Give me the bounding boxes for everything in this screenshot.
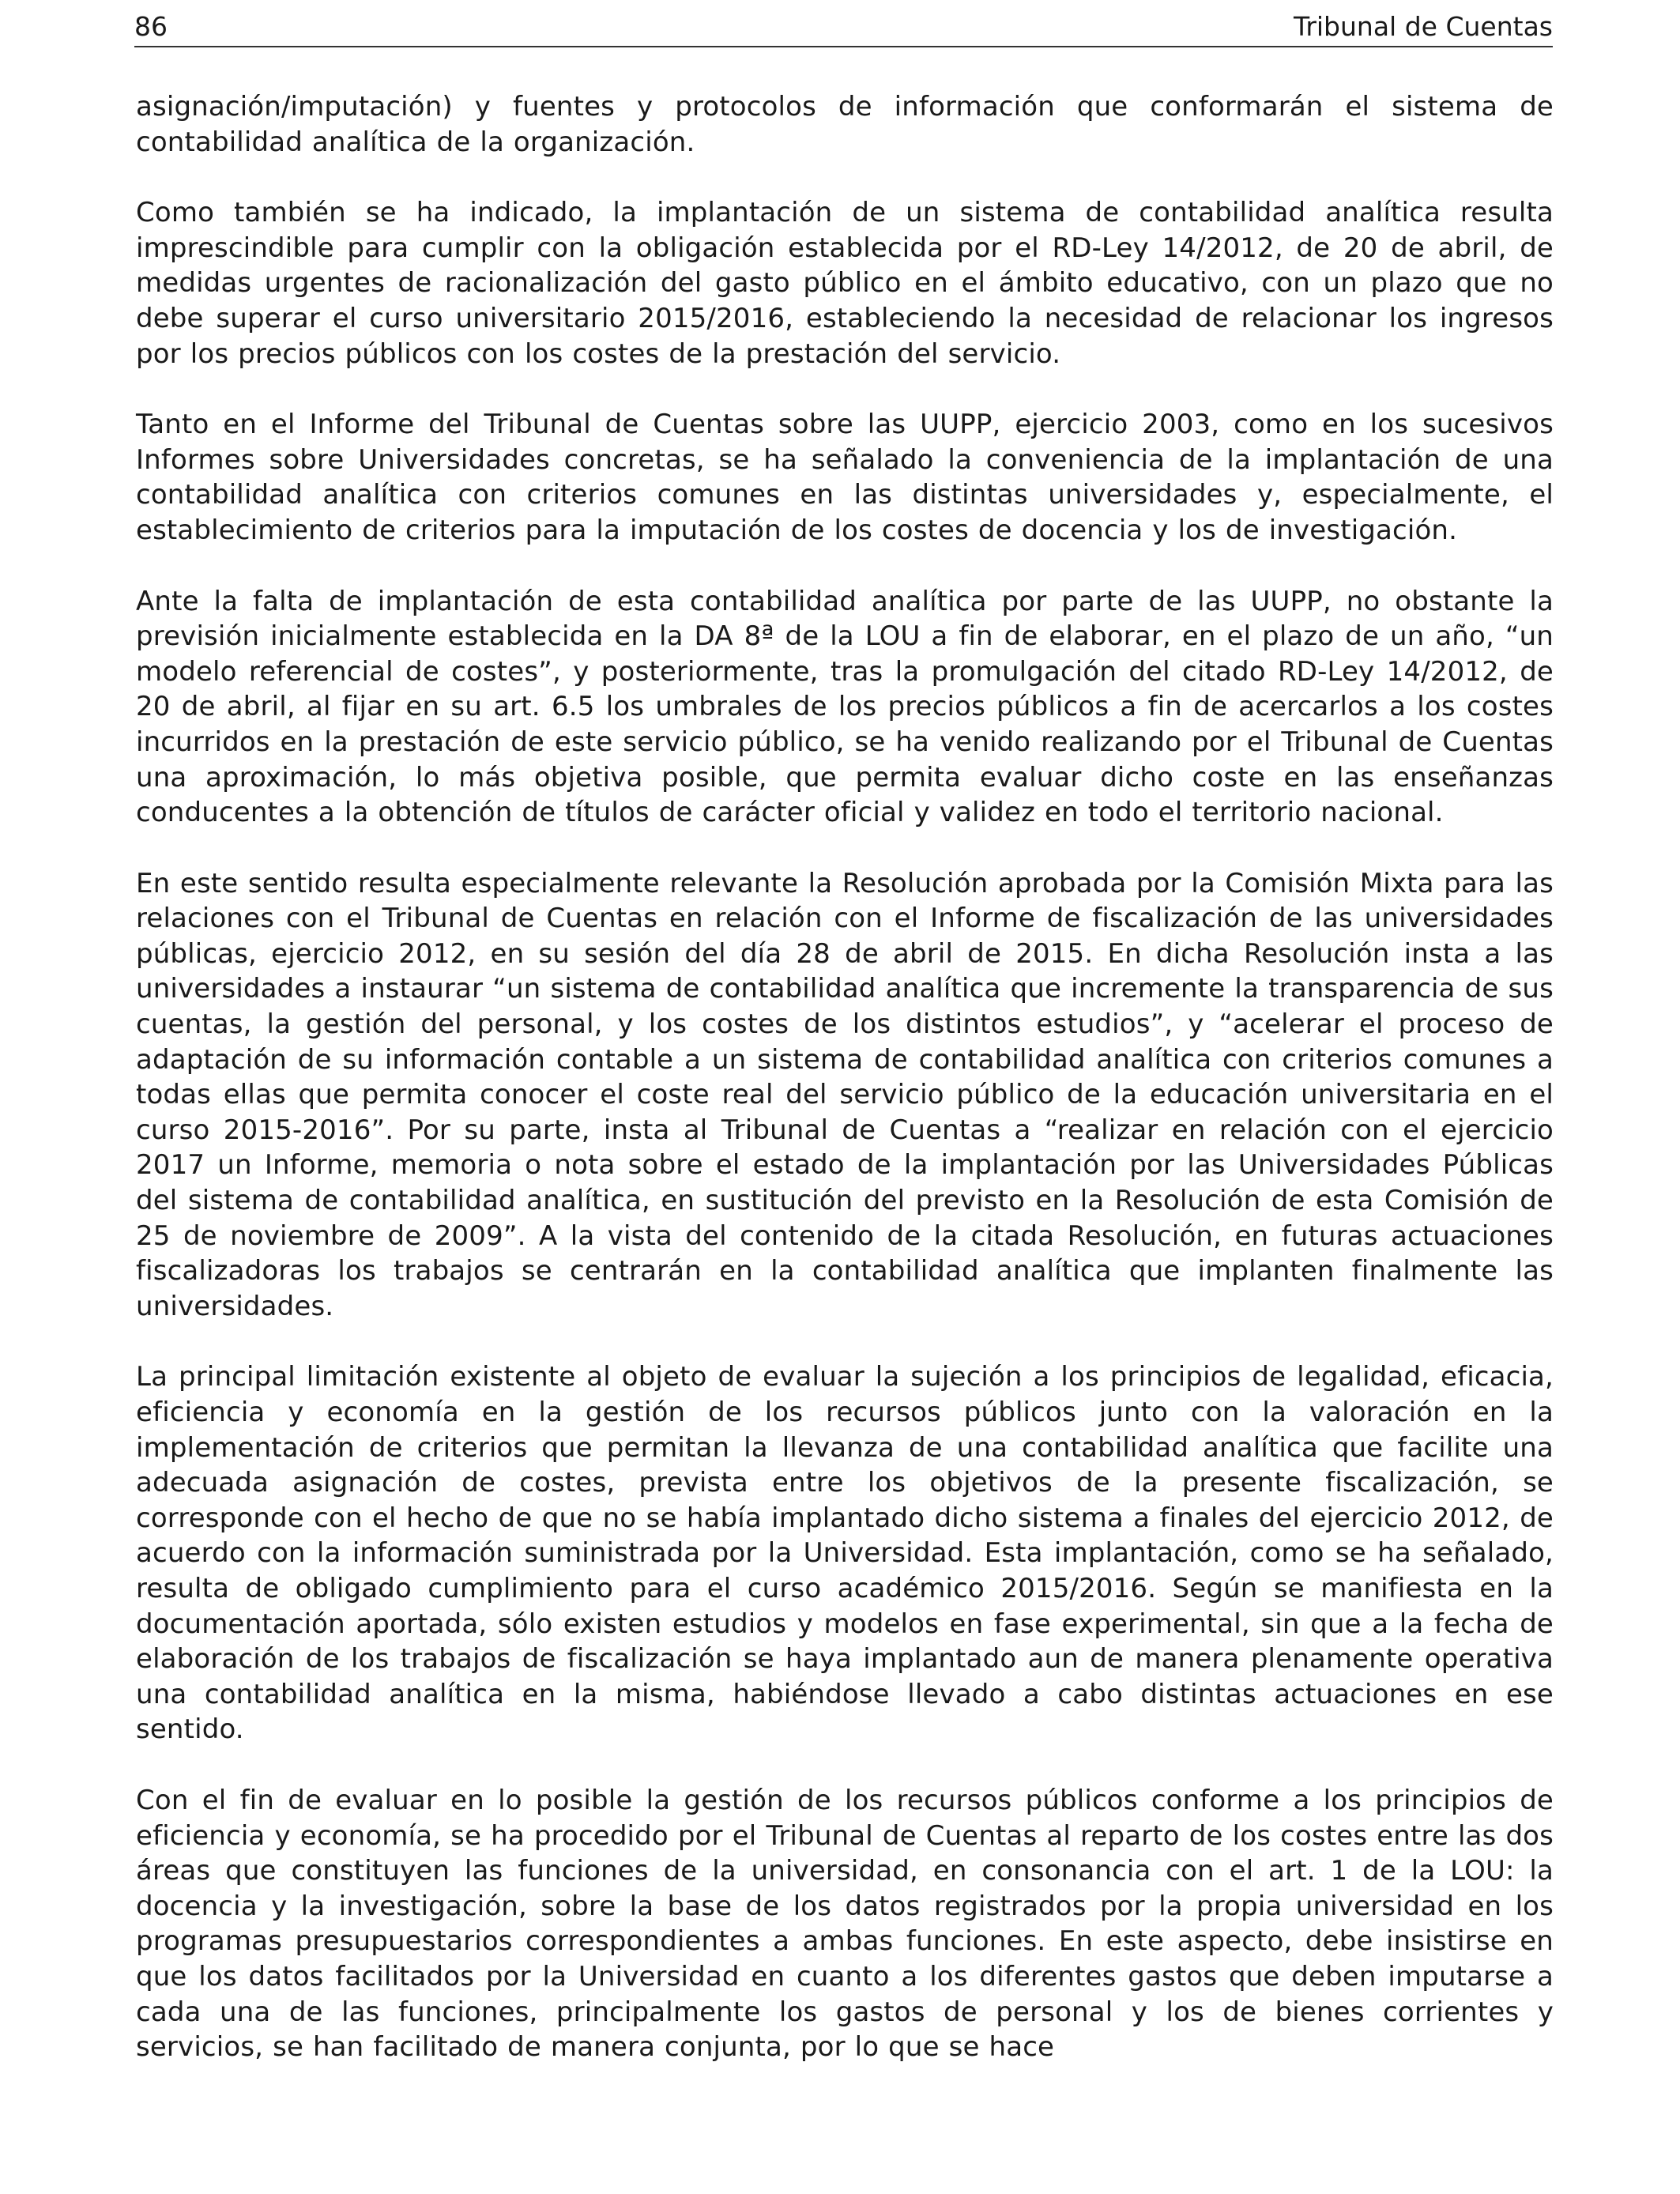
document-body bbox=[136, 89, 1554, 2101]
paragraph-6: La principal limitación existente al objeto de evaluar la sujeción a los principios de legalidad, eficacia, eficiencia y economía en la gestión de los recursos públicos junto con la valoración en la implementación de criterios que permitan la llevanza de una contabilidad analítica que facilite una adecuada asignación de costes, prevista entre los objetivos de la presente fiscalización, se corresponde con el hecho de que no se había implantado dicho sistema a finales del ejercicio 2012, de acuerdo con la información suministrada por la Universidad. Esta implantación, como se ha señalado, resulta de obligado cumplimiento para el curso académico 2015/2016. Según se manifiesta en la documentación aportada, sólo existen estudios y modelos en fase experimental, sin que a la fecha de elaboración de los trabajos de fiscalización se haya implantado aun de manera plenamente operativa una contabilidad analítica en la misma, habiéndose llevado a cabo distintas actuaciones en ese sentido. bbox=[136, 1361, 1554, 1746]
page-number: 86 bbox=[134, 11, 168, 42]
paragraph-3: Tanto en el Informe del Tribunal de Cuentas sobre las UUPP, ejercicio 2003, como en los sucesivos Informes sobre Universidades concretas, se ha señalado la conveniencia de la implantación de una contabilidad analítica con criterios comunes en las distintas universidades y, especialmente, el establecimiento de criterios para la imputación de los costes de docencia y los de investigación. bbox=[136, 409, 1554, 546]
paragraph-5: En este sentido resulta especialmente relevante la Resolución aprobada por la Comisión Mixta para las relaciones con el Tribunal de Cuentas en relación con el Informe de fiscalización de las universidades públicas, ejercicio 2012, en su sesión del día 28 de abril de 2015. En dicha Resolución insta a las universidades a instaurar “un sistema de contabilidad analítica que incremente la transparencia de sus cuentas, la gestión del personal, y los costes de los distintos estudios”, y “acelerar el proceso de adaptación de su información contable a un sistema de contabilidad analítica con criterios comunes a todas ellas que permita conocer el coste real del servicio público de la educación universitaria en el curso 2015-2016”. Por su parte, insta al Tribunal de Cuentas a “realizar en relación con el ejercicio 2017 un Informe, memoria o nota sobre el estado de la implantación por las Universidades Públicas del sistema de contabilidad analítica, en sustitución del previsto en la Resolución de esta Comisión de 25 de noviembre de 2009”. A la vista del contenido de la citada Resolución, en futuras actuaciones fiscalizadoras los trabajos se centrarán en la contabilidad analítica que implanten finalmente las universidades. bbox=[136, 867, 1554, 1322]
paragraph-1: asignación/imputación) y fuentes y protocolos de información que conformarán el sistema de contabilidad analítica de la organización. bbox=[136, 91, 1554, 158]
paragraph-4: Ante la falta de implantación de esta contabilidad analítica por parte de las UUPP, no obstante la previsión inicialmente establecida en la DA 8ª de la LOU a fin de elaborar, en el plazo de un año, “un modelo referencial de costes”, y posteriormente, tras la promulgación del citado RD-Ley 14/2012, de 20 de abril, al fijar en su art. 6.5 los umbrales de los precios públicos a fin de acercarlos a los costes incurridos en la prestación de este servicio público, se ha venido realizando por el Tribunal de Cuentas una aproximación, lo más objetiva posible, que permita evaluar dicho coste en las enseñanzas conducentes a la obtención de títulos de carácter oficial y validez en todo el territorio nacional. bbox=[136, 585, 1554, 829]
paragraph-2: Como también se ha indicado, la implantación de un sistema de contabilidad analítica resulta imprescindible para cumplir con la obligación establecida por el RD-Ley 14/2012, de 20 de abril, de medidas urgentes de racionalización del gasto público en el ámbito educativo, con un plazo que no debe superar el curso universitario 2015/2016, estableciendo la necesidad de relacionar los ingresos por los precios públicos con los costes de la prestación del servicio. bbox=[136, 197, 1554, 370]
header-title: Tribunal de Cuentas bbox=[1294, 11, 1553, 42]
page-header bbox=[134, 11, 1553, 47]
paragraph-7: Con el fin de evaluar en lo posible la gestión de los recursos públicos conforme a los principios de eficiencia y economía, se ha procedido por el Tribunal de Cuentas al reparto de los costes entre las dos áreas que constituyen las funciones de la universidad, en consonancia con el art. 1 de la LOU: la docencia y la investigación, sobre la base de los datos registrados por la propia universidad en los programas presupuestarios correspondientes a ambas funciones. En este aspecto, debe insistirse en que los datos facilitados por la Universidad en cuanto a los diferentes gastos que deben imputarse a cada una de las funciones, principalmente los gastos de personal y los de bienes corrientes y servicios, se han facilitado de manera conjunta, por lo que se hace bbox=[136, 1784, 1554, 2064]
